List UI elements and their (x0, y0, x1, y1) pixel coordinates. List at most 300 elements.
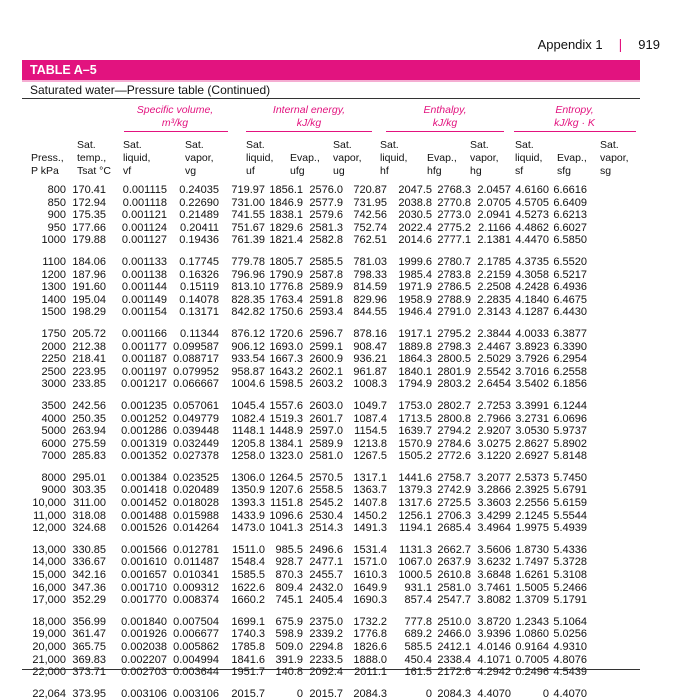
cell-sg: 5.3728 (553, 556, 587, 569)
cell-sg: 6.4675 (553, 293, 587, 306)
cell-vf: 0.001418 (121, 484, 167, 497)
cell-vf: 0.001286 (121, 425, 167, 438)
cell-ug: 2601.7 (309, 412, 343, 425)
cell-hfg: 2038.8 (398, 196, 432, 209)
cell-sf: 3.4299 (477, 509, 511, 522)
cell-sfg: 3.0530 (515, 425, 549, 438)
cell-hf: 1649.9 (353, 581, 387, 594)
cell-hf: 1087.4 (353, 412, 387, 425)
cell-vf: 0.001319 (121, 437, 167, 450)
cell-ug: 2514.3 (309, 522, 343, 535)
cell-hf: 1690.3 (353, 594, 387, 607)
header-line: hf (380, 165, 389, 177)
cell-ufg: 1856.1 (269, 184, 303, 196)
cell-sfg: 0.7005 (515, 653, 549, 666)
cell-sfg: 4.4470 (515, 234, 549, 247)
table-row (22, 341, 587, 354)
cell-ug: 2603.2 (309, 378, 343, 391)
header-line: vg (185, 165, 197, 177)
cell-hfg: 1946.4 (398, 306, 432, 319)
cell-sf: 2.2508 (477, 281, 511, 294)
header-line: P kPa (31, 165, 59, 177)
header-temp (77, 139, 111, 178)
cell-hf: 1732.2 (353, 615, 387, 628)
cell-sfg: 1.8730 (515, 543, 549, 556)
cell-sg: 6.4936 (553, 281, 587, 294)
header-line: vapor, (470, 152, 499, 164)
cell-vf: 0.001610 (121, 556, 167, 569)
cell-hg: 2772.6 (437, 450, 471, 463)
cell-hfg: 0 (425, 687, 432, 700)
cell-ug: 2294.8 (309, 641, 343, 653)
cell-hf: 1317.1 (353, 471, 387, 484)
cell-pressure: 21,000 (32, 653, 66, 666)
cell-sg: 6.6409 (553, 196, 587, 209)
cell-hf: 829.96 (353, 293, 387, 306)
cell-sg: 6.6213 (553, 209, 587, 222)
cell-sf: 3.8082 (477, 594, 511, 607)
cell-sg: 5.6159 (553, 497, 587, 510)
cell-ug: 2602.1 (309, 365, 343, 378)
banner-rule (22, 80, 640, 82)
cell-uf: 1740.3 (231, 628, 265, 641)
cell-hg: 2706.3 (437, 509, 471, 522)
cell-temperature: 179.88 (72, 234, 106, 247)
cell-sfg: 1.2343 (515, 615, 549, 628)
cell-hfg: 1917.1 (398, 327, 432, 340)
header-line: liquid, (246, 152, 274, 164)
cell-ug: 2092.4 (309, 666, 343, 679)
cell-sg: 5.9737 (553, 425, 587, 438)
cell-sfg: 0.9164 (515, 641, 549, 653)
cell-vg: 0.020489 (173, 484, 219, 497)
cell-sg: 5.3108 (553, 569, 587, 582)
cell-vf: 0.001127 (121, 234, 167, 247)
cell-hf: 798.33 (353, 268, 387, 281)
cell-hfg: 2047.5 (398, 184, 432, 196)
cell-sfg: 1.6261 (515, 569, 549, 582)
cell-hf: 1154.5 (354, 425, 387, 438)
cell-pressure: 11,000 (33, 509, 66, 522)
cell-pressure: 13,000 (32, 543, 66, 556)
cell-hf: 936.21 (353, 353, 387, 366)
cell-pressure: 1100 (42, 255, 66, 268)
cell-sg: 6.3877 (553, 327, 587, 340)
cell-temperature: 212.38 (72, 340, 106, 353)
cell-hg: 2803.2 (437, 378, 471, 391)
cell-uf: 933.54 (231, 353, 265, 366)
cell-vf: 0.001526 (121, 522, 167, 535)
cell-sf: 3.4964 (477, 522, 511, 535)
cell-hfg: 689.2 (404, 628, 432, 641)
cell-uf: 906.12 (231, 340, 265, 353)
cell-ufg: 1264.5 (269, 471, 303, 484)
cell-vg: 0.011487 (173, 556, 219, 569)
cell-sf: 2.6454 (477, 378, 511, 391)
cell-temperature: 172.94 (72, 196, 106, 209)
cell-sf: 2.0457 (477, 184, 511, 196)
cell-vg: 0.088717 (173, 353, 219, 366)
cell-ufg: 1448.9 (269, 425, 303, 438)
running-head (538, 36, 660, 52)
cell-hf: 1826.6 (353, 641, 387, 653)
cell-sfg: 4.5273 (515, 209, 549, 222)
cell-hg: 2802.7 (437, 399, 471, 412)
cell-ug: 2432.0 (309, 581, 343, 594)
cell-pressure: 850 (47, 196, 66, 209)
cell-hf: 814.59 (353, 281, 387, 294)
cell-hg: 2685.4 (437, 522, 471, 535)
cell-vf: 0.001710 (121, 581, 167, 594)
cell-ug: 2577.9 (309, 196, 343, 209)
cell-hg: 2725.5 (437, 497, 471, 510)
cell-temperature: 263.94 (72, 425, 106, 438)
cell-pressure: 16,000 (32, 581, 66, 594)
cell-pressure: 5000 (41, 425, 66, 438)
cell-sf: 2.0941 (477, 209, 511, 222)
group-rule (386, 131, 504, 132)
table-row (22, 319, 587, 341)
cell-hfg: 1131.3 (399, 543, 432, 556)
cell-temperature: 242.56 (72, 399, 106, 412)
cell-temperature: 285.83 (72, 450, 106, 463)
cell-hf: 731.95 (353, 196, 387, 209)
cell-temperature: 311.00 (73, 497, 106, 510)
cell-vg: 0.015988 (173, 509, 219, 522)
cell-hf: 1008.3 (353, 378, 387, 391)
header-line: sfg (557, 165, 572, 177)
cell-vf: 0.001235 (121, 399, 167, 412)
cell-hg: 2338.4 (437, 653, 471, 666)
header-line: vapor, (333, 152, 362, 164)
cell-ug: 2405.4 (309, 594, 343, 607)
cell-temperature: 352.29 (72, 594, 106, 607)
cell-hg: 2788.9 (437, 293, 471, 306)
header-hf (380, 139, 407, 178)
cell-ug: 2589.9 (309, 437, 343, 450)
cell-uf: 1350.9 (231, 484, 265, 497)
cell-hfg: 2030.5 (398, 209, 432, 222)
cell-ug: 2600.9 (309, 353, 343, 366)
cell-sf: 2.0705 (477, 196, 511, 209)
cell-sf: 2.1166 (478, 221, 511, 234)
header-line: ufg (290, 165, 305, 177)
cell-vf: 0.001138 (121, 268, 167, 281)
group-unit: kJ/kg (432, 117, 458, 129)
cell-hg: 2466.0 (437, 628, 471, 641)
cell-vf: 0.001657 (121, 569, 167, 582)
cell-temperature: 330.85 (72, 543, 106, 556)
cell-pressure: 6000 (41, 437, 66, 450)
cell-hfg: 1794.9 (398, 378, 432, 391)
cell-sfg: 0 (542, 687, 549, 700)
cell-hf: 1267.5 (353, 450, 387, 463)
table-label: TABLE A–5 (22, 60, 640, 80)
table-row (22, 222, 587, 235)
cell-hg: 2510.0 (437, 615, 471, 628)
cell-sf: 3.6848 (477, 569, 511, 582)
cell-hfg: 1713.5 (398, 412, 432, 425)
cell-vf: 0.001252 (121, 412, 167, 425)
table-row (22, 641, 587, 654)
cell-ufg: 928.7 (275, 556, 303, 569)
running-head-section: Appendix 1 (537, 36, 603, 52)
header-ufg (290, 152, 320, 178)
cell-vg: 0.018028 (173, 497, 219, 510)
header-uf (246, 139, 273, 178)
cell-uf: 1548.4 (231, 556, 265, 569)
cell-sf: 2.1381 (477, 234, 511, 247)
cell-vg: 0.049779 (173, 412, 219, 425)
group-internal-energy (244, 104, 374, 130)
cell-sg: 6.5850 (553, 234, 587, 247)
cell-sfg: 2.3925 (515, 484, 549, 497)
table-row (22, 522, 587, 535)
cell-hg: 2547.7 (437, 594, 471, 607)
group-unit: m³/kg (161, 117, 189, 129)
cell-hf: 1491.3 (353, 522, 387, 535)
cell-pressure: 19,000 (32, 628, 66, 641)
table-row (22, 556, 587, 569)
cell-hg: 2798.3 (437, 340, 471, 353)
cell-uf: 1699.1 (231, 615, 265, 628)
table-row (22, 463, 587, 485)
cell-pressure: 2500 (41, 365, 66, 378)
cell-sf: 2.5542 (477, 365, 511, 378)
cell-vg: 0.066667 (173, 378, 219, 391)
header-sf (515, 139, 542, 178)
cell-sg: 6.6616 (553, 184, 587, 196)
cell-hf: 762.51 (353, 234, 387, 247)
cell-vf: 0.001166 (121, 327, 167, 340)
cell-sg: 6.6027 (553, 221, 587, 234)
cell-uf: 1585.5 (231, 569, 265, 582)
cell-vf: 0.001115 (122, 184, 167, 196)
group-enthalpy (385, 104, 505, 130)
cell-ug: 2593.4 (309, 306, 343, 319)
cell-uf: 1785.8 (231, 641, 265, 653)
cell-pressure: 10,000 (32, 497, 66, 510)
cell-ufg: 809.4 (275, 581, 303, 594)
table-row (22, 247, 587, 269)
cell-vf: 0.002038 (121, 641, 167, 653)
header-line: Sat. (123, 139, 142, 151)
cell-pressure: 22,000 (32, 666, 66, 679)
cell-vg: 0.039448 (173, 425, 219, 438)
cell-uf: 741.55 (231, 209, 265, 222)
cell-pressure: 1300 (41, 281, 66, 294)
cell-sf: 2.2835 (477, 293, 511, 306)
cell-pressure: 1200 (41, 268, 66, 281)
cell-temperature: 175.35 (72, 209, 106, 222)
cell-ufg: 1846.9 (269, 196, 303, 209)
cell-ug: 2558.5 (309, 484, 343, 497)
cell-ug: 2587.8 (309, 268, 343, 281)
table-row (22, 594, 587, 607)
header-line: hg (470, 165, 482, 177)
cell-hf: 844.55 (353, 306, 387, 319)
cell-ufg: 1667.3 (269, 353, 303, 366)
cell-vf: 0.002703 (121, 666, 167, 679)
cell-ug: 2496.6 (309, 543, 343, 556)
cell-hf: 1776.8 (353, 628, 387, 641)
cell-vg: 0.005862 (173, 641, 219, 653)
cell-ug: 2599.1 (309, 340, 343, 353)
cell-ug: 2530.4 (309, 509, 343, 522)
cell-hg: 2801.9 (437, 365, 471, 378)
cell-sg: 5.5544 (553, 509, 587, 522)
table-row (22, 306, 587, 319)
cell-hg: 2610.8 (437, 569, 471, 582)
header-line: Sat. (333, 139, 352, 151)
cell-vg: 0.13171 (179, 306, 219, 319)
cell-hf: 908.47 (353, 340, 387, 353)
cell-sg: 6.2558 (553, 365, 587, 378)
cell-sg: 5.6791 (553, 484, 587, 497)
cell-hg: 2758.7 (437, 471, 471, 484)
cell-sg: 5.1064 (553, 615, 587, 628)
table-row (22, 497, 587, 510)
cell-pressure: 17,000 (32, 594, 66, 607)
table-row (22, 281, 587, 294)
cell-temperature: 233.85 (72, 378, 106, 391)
cell-vg: 0.006677 (173, 628, 219, 641)
cell-sfg: 4.4862 (515, 221, 549, 234)
header-line: hfg (427, 165, 442, 177)
header-line: Tsat °C (77, 165, 111, 177)
table-row (22, 679, 587, 700)
cell-uf: 1045.4 (231, 399, 265, 412)
cell-hg: 2172.6 (437, 666, 471, 679)
table-row (22, 628, 587, 641)
cell-sg: 4.9310 (553, 641, 587, 653)
cell-vf: 0.001149 (121, 293, 167, 306)
cell-vf: 0.001926 (121, 628, 167, 641)
cell-temperature: 191.60 (72, 281, 106, 294)
header-ug (333, 139, 362, 178)
header-line: liquid, (123, 152, 151, 164)
cell-ufg: 745.1 (275, 594, 303, 607)
cell-vg: 0.032449 (173, 437, 219, 450)
cell-sf: 4.4070 (477, 687, 511, 700)
header-hg (470, 139, 499, 178)
cell-hf: 1049.7 (353, 399, 387, 412)
cell-ufg: 1805.7 (269, 255, 303, 268)
cell-hg: 2770.8 (437, 196, 471, 209)
cell-hfg: 1317.6 (398, 497, 432, 510)
cell-hfg: 931.1 (404, 581, 432, 594)
cell-sfg: 2.8627 (515, 437, 549, 450)
cell-temperature: 336.67 (72, 556, 106, 569)
cell-hfg: 2014.6 (398, 234, 432, 247)
page-number: 919 (638, 36, 660, 52)
cell-ug: 2545.2 (309, 497, 343, 510)
cell-hg: 2412.1 (437, 641, 471, 653)
group-rule (124, 131, 228, 132)
cell-sfg: 2.1245 (515, 509, 549, 522)
cell-ufg: 1829.6 (269, 221, 303, 234)
cell-hfg: 1194.1 (399, 522, 432, 535)
cell-hf: 878.16 (353, 327, 387, 340)
header-line: Sat. (185, 139, 204, 151)
header-line: vapor, (600, 152, 629, 164)
cell-vg: 0.21489 (179, 209, 219, 222)
cell-sg: 6.5217 (553, 268, 587, 281)
group-rule (246, 131, 372, 132)
table-caption: Saturated water—Pressure table (Continued) (30, 83, 271, 97)
cell-pressure: 3000 (41, 378, 66, 391)
cell-hf: 1363.7 (353, 484, 387, 497)
cell-temperature: 177.66 (72, 221, 106, 234)
cell-sfg: 1.3709 (515, 594, 549, 607)
cell-uf: 761.39 (231, 234, 265, 247)
cell-vg: 0.20411 (180, 221, 219, 234)
cell-sf: 2.7966 (477, 412, 511, 425)
cell-sfg: 4.5705 (515, 196, 549, 209)
cell-hfg: 1999.6 (398, 255, 432, 268)
cell-hfg: 1000.5 (398, 569, 432, 582)
header-line: Sat. (470, 139, 489, 151)
cell-temperature: 275.59 (72, 437, 106, 450)
cell-sg: 5.4336 (553, 543, 587, 556)
cell-ufg: 870.3 (275, 569, 303, 582)
group-rule (514, 131, 636, 132)
cell-sfg: 3.8923 (515, 340, 549, 353)
cell-uf: 1622.6 (231, 581, 265, 594)
cell-vf: 0.001177 (121, 340, 167, 353)
cell-uf: 1393.3 (231, 497, 265, 510)
cell-vg: 0.17745 (179, 255, 219, 268)
cell-pressure: 2250 (41, 353, 66, 366)
cell-uf: 828.35 (231, 293, 265, 306)
cell-hf: 961.87 (353, 365, 387, 378)
cell-sg: 5.8902 (553, 437, 587, 450)
header-vg (185, 139, 214, 178)
cell-ufg: 1790.9 (269, 268, 303, 281)
cell-sg: 6.1856 (553, 378, 587, 391)
cell-vf: 0.001566 (121, 543, 167, 556)
cell-ufg: 1821.4 (269, 234, 303, 247)
cell-uf: 1004.6 (231, 378, 265, 391)
header-line: Sat. (77, 139, 96, 151)
cell-sg: 6.0696 (553, 412, 587, 425)
cell-temperature: 303.35 (72, 484, 106, 497)
cell-temperature: 318.08 (72, 509, 106, 522)
cell-vf: 0.001384 (121, 471, 167, 484)
cell-sf: 3.9396 (477, 628, 511, 641)
cell-pressure: 7000 (41, 450, 66, 463)
cell-sfg: 1.0860 (515, 628, 549, 641)
header-line: Sat. (246, 139, 265, 151)
cell-hf: 2084.3 (353, 687, 387, 700)
cell-hg: 2637.9 (437, 556, 471, 569)
cell-sfg: 2.2556 (515, 497, 549, 510)
caption-rule (22, 98, 640, 99)
cell-hf: 1610.3 (353, 569, 387, 582)
cell-temperature: 170.41 (72, 184, 106, 196)
cell-sfg: 4.1287 (515, 306, 549, 319)
cell-ufg: 1323.0 (269, 450, 303, 463)
cell-temperature: 187.96 (72, 268, 106, 281)
cell-ufg: 1693.0 (269, 340, 303, 353)
cell-hg: 2775.2 (437, 221, 471, 234)
running-head-separator: | (618, 36, 623, 52)
cell-ug: 2233.5 (309, 653, 343, 666)
table-row (22, 234, 587, 247)
cell-ufg: 1096.6 (269, 509, 303, 522)
cell-vg: 0.012781 (173, 543, 219, 556)
cell-ufg: 1776.8 (269, 281, 303, 294)
